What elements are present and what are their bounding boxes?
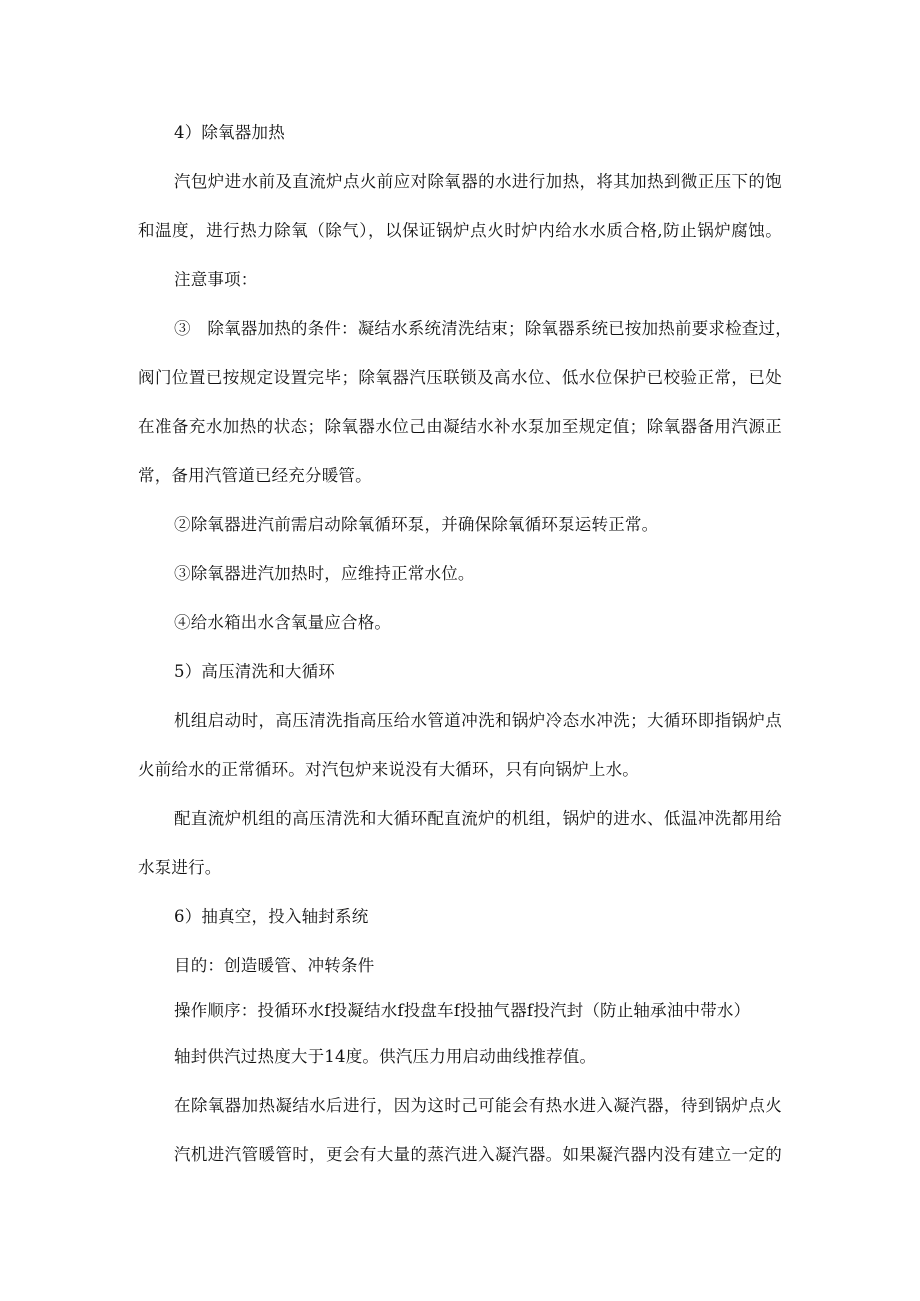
section-heading-5: 5）高压清洗和大循环 bbox=[174, 662, 335, 681]
list-item: ③除氧器进汽加热时，应维持正常水位。 bbox=[174, 564, 475, 583]
paragraph-line: 轴封供汽过热度大于14度。供汽压力用启动曲线推荐值。 bbox=[174, 1047, 597, 1066]
paragraph-line: 目的：创造暖管、冲转条件 bbox=[174, 956, 375, 975]
paragraph-line: 在除氧器加热凝结水后进行，因为这时己可能会有热水进入凝汽器，待到锅炉点火 bbox=[174, 1096, 782, 1115]
paragraph-line: 水泵进行。 bbox=[138, 858, 222, 877]
paragraph-line: ③ 除氧器加热的条件：凝结水系统清洗结束；除氧器系统已按加热前要求检查过， bbox=[174, 319, 792, 338]
list-item: ②除氧器进汽前需启动除氧循环泵，并确保除氧循环泵运转正常。 bbox=[174, 515, 659, 534]
paragraph-line: 和温度，进行热力除氧（除气），以保证锅炉点火时炉内给水水质合格,防止锅炉腐蚀。 bbox=[138, 221, 782, 240]
paragraph-line: 常，备用汽管道已经充分暖管。 bbox=[138, 466, 372, 485]
paragraph-line: 火前给水的正常循环。对汽包炉来说没有大循环，只有向锅炉上水。 bbox=[138, 760, 639, 779]
paragraph-line: 配直流炉机组的高压清洗和大循环配直流炉的机组，锅炉的进水、低温冲洗都用给 bbox=[174, 809, 782, 828]
paragraph-line: 机组启动时，高压清洗指高压给水管道冲洗和锅炉冷态水冲洗；大循环即指锅炉点 bbox=[174, 711, 782, 730]
section-heading-6: 6）抽真空，投入轴封系统 bbox=[174, 907, 369, 926]
section-heading-4: 4）除氧器加热 bbox=[174, 123, 285, 142]
notes-heading: 注意事项： bbox=[174, 270, 258, 289]
paragraph-line: 阀门位置已按规定设置完毕；除氧器汽压联锁及高水位、低水位保护已校验正常，已处 bbox=[138, 368, 782, 387]
list-item: ④给水箱出水含氧量应合格。 bbox=[174, 613, 392, 632]
paragraph-line: 操作顺序：投循环水f投凝结水f投盘车f投抽气器f投汽封（防止轴承油中带水） bbox=[174, 1001, 751, 1020]
paragraph-line: 在准备充水加热的状态；除氧器水位己由凝结水补水泵加至规定值；除氧器备用汽源正 bbox=[138, 417, 782, 436]
paragraph-line: 汽包炉进水前及直流炉点火前应对除氧器的水进行加热，将其加热到微正压下的饱 bbox=[174, 172, 782, 191]
paragraph-line: 汽机进汽管暖管时，更会有大量的蒸汽进入凝汽器。如果凝汽器内没有建立一定的 bbox=[174, 1145, 782, 1164]
